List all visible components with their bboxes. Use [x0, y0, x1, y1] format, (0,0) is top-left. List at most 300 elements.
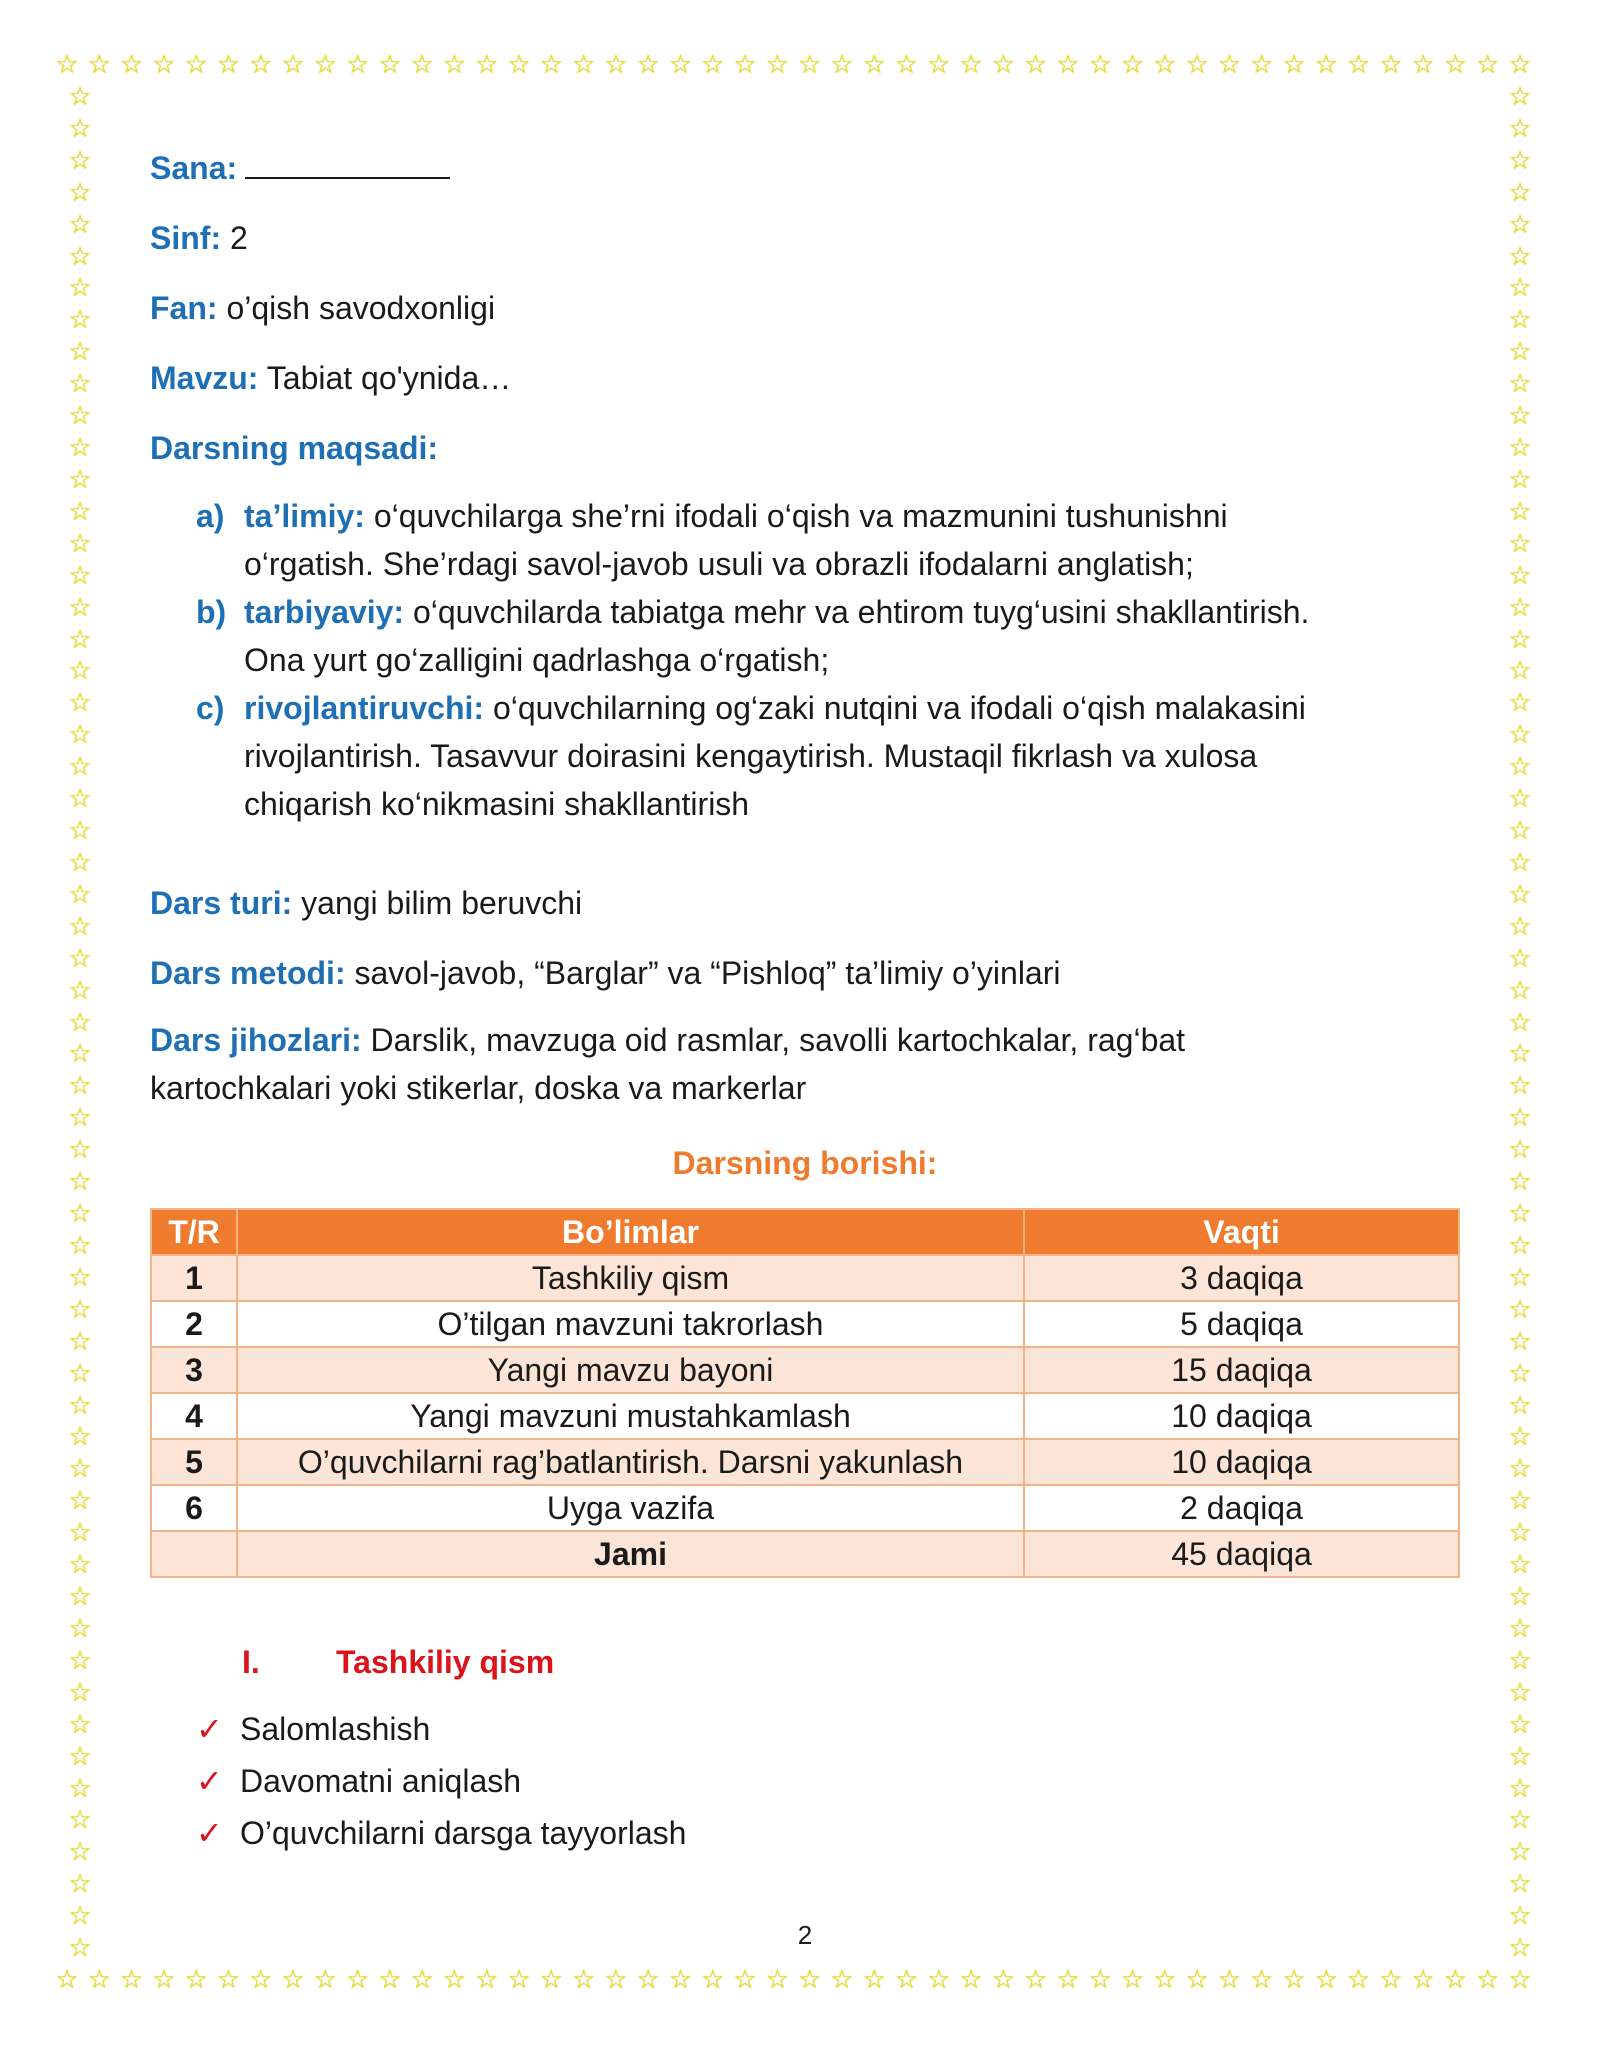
star-icon: ☆	[1476, 1965, 1500, 1995]
star-icon: ☆	[1508, 1486, 1532, 1517]
row-time: 5 daqiqa	[1024, 1301, 1459, 1347]
star-icon: ☆	[701, 50, 725, 80]
column-header-time: Vaqti	[1024, 1209, 1459, 1255]
star-icon: ☆	[539, 50, 563, 80]
star-icon: ☆	[68, 433, 92, 463]
lesson-plan-table	[150, 1208, 1460, 1578]
star-icon: ☆	[87, 50, 111, 80]
objective-text	[244, 492, 1456, 588]
star-icon: ☆	[1508, 464, 1532, 495]
star-icon: ☆	[68, 1358, 92, 1389]
star-icon: ☆	[68, 1550, 92, 1581]
lesson-equipment-value: Darslik, mavzuga oid rasmlar, savolli kartochkalar, rag‘bat	[361, 1022, 1186, 1058]
star-icon: ☆	[959, 1965, 983, 1995]
date-blank-line	[245, 151, 450, 179]
objectives-title-text: Darsning maqsadi:	[150, 430, 439, 466]
star-icon: ☆	[378, 50, 402, 80]
star-icon: ☆	[184, 50, 208, 80]
star-icon: ☆	[68, 1199, 92, 1229]
total-time: 45 daqiqa	[1024, 1531, 1459, 1577]
star-icon: ☆	[1411, 1965, 1435, 1995]
total-label: Jami	[237, 1531, 1024, 1577]
objective-line: o‘quvchilarga she’rni ifodali o‘qish va mazmunini tushunishni	[364, 498, 1228, 534]
star-icon: ☆	[442, 1965, 467, 1995]
checklist-text: O’quvchilarni darsga tayyorlash	[240, 1815, 687, 1851]
star-icon: ☆	[733, 1965, 757, 1995]
star-icon: ☆	[216, 1965, 241, 1995]
objective-text	[244, 684, 1456, 828]
objective-marker: a)	[196, 498, 225, 534]
star-icon: ☆	[894, 1965, 919, 1995]
star-icon: ☆	[68, 656, 92, 687]
lesson-method-value: savol-javob, “Barglar” va “Pishloq” ta’limiy o’yinlari	[345, 955, 1061, 991]
star-icon: ☆	[68, 528, 92, 559]
star-icon: ☆	[1508, 879, 1532, 910]
star-icon: ☆	[1508, 1933, 1532, 1964]
star-icon: ☆	[668, 50, 693, 80]
subject-field	[150, 290, 495, 327]
star-icon: ☆	[68, 911, 92, 942]
star-icon: ☆	[1250, 1965, 1274, 1995]
star-icon: ☆	[68, 592, 92, 623]
topic-label: Mavzu:	[150, 360, 259, 396]
row-number: 4	[151, 1393, 237, 1439]
star-icon: ☆	[68, 113, 92, 144]
star-icon: ☆	[68, 1103, 92, 1134]
star-icon: ☆	[1282, 50, 1306, 80]
row-number: 2	[151, 1301, 237, 1347]
star-icon: ☆	[68, 1837, 92, 1868]
star-icon: ☆	[68, 1422, 92, 1453]
star-icon: ☆	[1508, 1645, 1532, 1676]
checkmark-icon: ✓	[196, 1710, 223, 1748]
star-icon: ☆	[55, 50, 79, 80]
objective-text	[244, 588, 1456, 684]
star-icon: ☆	[668, 1965, 693, 1995]
checklist-text: Davomatni aniqlash	[240, 1763, 522, 1799]
star-icon: ☆	[68, 1741, 92, 1772]
row-time: 15 daqiqa	[1024, 1347, 1459, 1393]
star-icon: ☆	[927, 1965, 951, 1995]
star-icon: ☆	[1508, 1901, 1532, 1932]
star-icon: ☆	[68, 145, 92, 176]
star-icon: ☆	[68, 943, 92, 974]
total-empty-cell	[151, 1531, 237, 1577]
star-icon: ☆	[68, 1773, 92, 1804]
star-icon: ☆	[1379, 1965, 1403, 1995]
star-icon: ☆	[1443, 1965, 1468, 1995]
star-icon: ☆	[1508, 1230, 1532, 1261]
lesson-method-label: Dars metodi:	[150, 955, 346, 991]
star-icon: ☆	[68, 752, 92, 783]
section-title: Tashkiliy qism	[336, 1644, 555, 1680]
star-icon: ☆	[1508, 1709, 1532, 1740]
star-icon: ☆	[152, 50, 176, 80]
star-icon: ☆	[1508, 1677, 1532, 1708]
row-number: 5	[151, 1439, 237, 1485]
star-icon: ☆	[68, 209, 92, 240]
star-icon: ☆	[68, 1869, 92, 1900]
star-icon: ☆	[1088, 1965, 1112, 1995]
star-icon: ☆	[797, 1965, 822, 1995]
row-section: Tashkiliy qism	[237, 1255, 1024, 1301]
star-icon: ☆	[68, 1135, 92, 1166]
star-icon: ☆	[87, 1965, 111, 1995]
star-icon: ☆	[1508, 816, 1532, 846]
objective-label: rivojlantiruvchi:	[244, 690, 485, 726]
star-icon: ☆	[1508, 1837, 1532, 1868]
star-icon: ☆	[1508, 241, 1532, 272]
table-row	[151, 1485, 1459, 1531]
star-icon: ☆	[68, 1007, 92, 1038]
star-icon: ☆	[604, 50, 628, 80]
star-icon: ☆	[1508, 1167, 1532, 1198]
star-icon: ☆	[68, 305, 92, 336]
star-icon: ☆	[68, 1582, 92, 1612]
lesson-equipment-value-cont: kartochkalari yoki stikerlar, doska va markerlar	[150, 1070, 807, 1106]
checklist-item	[196, 1814, 686, 1852]
star-icon: ☆	[1088, 50, 1112, 80]
row-time: 10 daqiqa	[1024, 1439, 1459, 1485]
star-icon: ☆	[1508, 1358, 1532, 1389]
star-icon: ☆	[1120, 50, 1145, 80]
star-icon: ☆	[1024, 1965, 1048, 1995]
plan-title: Darsning borishi:	[672, 1145, 938, 1181]
star-icon: ☆	[1217, 50, 1242, 80]
star-icon: ☆	[1508, 145, 1532, 176]
objective-item-a	[196, 492, 1456, 588]
star-icon: ☆	[68, 337, 92, 368]
star-icon: ☆	[410, 50, 434, 80]
star-icon: ☆	[68, 1709, 92, 1740]
row-section: O’quvchilarni rag’batlantirish. Darsni yakunlash	[237, 1439, 1024, 1485]
star-icon: ☆	[152, 1965, 176, 1995]
objective-marker: b)	[196, 594, 227, 630]
star-icon: ☆	[68, 1933, 92, 1964]
star-icon: ☆	[1056, 1965, 1080, 1995]
star-icon: ☆	[1282, 1965, 1306, 1995]
star-icon: ☆	[1379, 50, 1403, 80]
objective-line: Ona yurt go‘zalligini qadrlashga o‘rgatish;	[244, 642, 830, 678]
star-icon: ☆	[1508, 1454, 1532, 1485]
star-icon: ☆	[68, 1518, 92, 1549]
star-icon: ☆	[1508, 113, 1532, 144]
star-icon: ☆	[1508, 496, 1532, 527]
star-icon: ☆	[1508, 401, 1532, 432]
star-icon: ☆	[1185, 1965, 1209, 1995]
star-icon: ☆	[1508, 50, 1532, 80]
star-icon: ☆	[68, 784, 92, 815]
star-icon: ☆	[1508, 209, 1532, 240]
star-icon: ☆	[1508, 1773, 1532, 1804]
lesson-equipment-field	[150, 1016, 1450, 1112]
star-icon: ☆	[1508, 752, 1532, 783]
star-icon: ☆	[1443, 50, 1468, 80]
star-icon: ☆	[249, 50, 273, 80]
star-icon: ☆	[410, 1965, 434, 1995]
star-icon: ☆	[765, 1965, 789, 1995]
topic-value: Tabiat qo'ynida…	[258, 360, 512, 396]
objective-line: rivojlantirish. Tasavvur doirasini kengaytirish. Mustaqil fikrlash va xulosa	[244, 738, 1258, 774]
star-icon: ☆	[797, 50, 822, 80]
star-icon: ☆	[1508, 911, 1532, 942]
star-icon: ☆	[1508, 847, 1532, 878]
row-section: Yangi mavzu bayoni	[237, 1347, 1024, 1393]
date-label: Sana:	[150, 150, 238, 186]
objective-item-c	[196, 684, 1456, 828]
star-icon: ☆	[68, 1613, 92, 1644]
star-icon: ☆	[68, 273, 92, 304]
star-icon: ☆	[68, 1326, 92, 1357]
star-icon: ☆	[1508, 1071, 1532, 1102]
subject-value: o’qish savodxonligi	[217, 290, 496, 326]
star-icon: ☆	[1508, 1613, 1532, 1644]
star-icon: ☆	[68, 1901, 92, 1932]
star-icon: ☆	[68, 401, 92, 432]
star-icon: ☆	[475, 50, 499, 80]
table-row	[151, 1255, 1459, 1301]
section-heading	[242, 1644, 554, 1681]
checkmark-icon: ✓	[196, 1814, 223, 1852]
star-icon: ☆	[539, 1965, 563, 1995]
star-icon: ☆	[1508, 1199, 1532, 1229]
table-total-row	[151, 1531, 1459, 1577]
star-icon: ☆	[442, 50, 467, 80]
star-icon: ☆	[1508, 337, 1532, 368]
star-icon: ☆	[68, 1486, 92, 1517]
star-icon: ☆	[1508, 1326, 1532, 1357]
star-icon: ☆	[55, 1965, 79, 1995]
star-icon: ☆	[68, 624, 92, 655]
objective-label: tarbiyaviy:	[244, 594, 405, 630]
star-icon: ☆	[68, 464, 92, 495]
objective-item-b	[196, 588, 1456, 684]
lesson-type-label: Dars turi:	[150, 885, 293, 921]
star-icon: ☆	[1508, 975, 1532, 1006]
star-icon: ☆	[959, 50, 983, 80]
star-icon: ☆	[68, 1805, 92, 1836]
star-icon: ☆	[1508, 1039, 1532, 1070]
star-icon: ☆	[1508, 560, 1532, 591]
star-icon: ☆	[281, 1965, 305, 1995]
star-icon: ☆	[475, 1965, 499, 1995]
star-icon: ☆	[68, 816, 92, 846]
star-icon: ☆	[313, 50, 337, 80]
star-icon: ☆	[1476, 50, 1500, 80]
star-icon: ☆	[1153, 1965, 1177, 1995]
star-icon: ☆	[68, 1677, 92, 1708]
objective-label: ta’limiy:	[244, 498, 365, 534]
star-icon: ☆	[1250, 50, 1274, 80]
star-icon: ☆	[68, 688, 92, 719]
star-icon: ☆	[1508, 656, 1532, 687]
star-icon: ☆	[1508, 528, 1532, 559]
star-icon: ☆	[1508, 624, 1532, 655]
star-icon: ☆	[894, 50, 919, 80]
star-icon: ☆	[1508, 1582, 1532, 1612]
star-icon: ☆	[571, 1965, 596, 1995]
star-icon: ☆	[1508, 1294, 1532, 1325]
star-icon: ☆	[927, 50, 951, 80]
star-icon: ☆	[1508, 1135, 1532, 1166]
lesson-method-field	[150, 955, 1060, 992]
star-icon: ☆	[313, 1965, 337, 1995]
checkmark-icon: ✓	[196, 1762, 223, 1800]
row-time: 2 daqiqa	[1024, 1485, 1459, 1531]
checklist-item	[196, 1710, 430, 1748]
star-icon: ☆	[68, 847, 92, 878]
lesson-type-value: yangi bilim beruvchi	[292, 885, 583, 921]
star-icon: ☆	[68, 1294, 92, 1325]
star-icon: ☆	[184, 1965, 208, 1995]
star-icon: ☆	[991, 1965, 1016, 1995]
star-icon: ☆	[68, 1167, 92, 1198]
objective-marker: c)	[196, 690, 225, 726]
star-icon: ☆	[1508, 688, 1532, 719]
star-icon: ☆	[68, 560, 92, 591]
column-header-tr: T/R	[151, 1209, 237, 1255]
grade-field	[150, 220, 248, 257]
star-icon: ☆	[862, 1965, 886, 1995]
star-icon: ☆	[1024, 50, 1048, 80]
star-icon: ☆	[68, 975, 92, 1006]
star-icon: ☆	[1508, 177, 1532, 208]
star-icon: ☆	[1346, 1965, 1371, 1995]
star-icon: ☆	[1346, 50, 1371, 80]
checklist-item	[196, 1762, 521, 1800]
row-section: O’tilgan mavzuni takrorlash	[237, 1301, 1024, 1347]
row-number: 6	[151, 1485, 237, 1531]
checklist-text: Salomlashish	[240, 1711, 431, 1747]
star-icon: ☆	[1508, 1422, 1532, 1453]
grade-value: 2	[221, 220, 248, 256]
row-section: Uyga vazifa	[237, 1485, 1024, 1531]
star-icon: ☆	[636, 1965, 660, 1995]
star-icon: ☆	[345, 1965, 370, 1995]
star-icon: ☆	[68, 1390, 92, 1421]
star-icon: ☆	[1508, 1518, 1532, 1549]
table-row	[151, 1439, 1459, 1485]
table-row	[151, 1301, 1459, 1347]
star-icon: ☆	[1185, 50, 1209, 80]
star-icon: ☆	[1508, 1741, 1532, 1772]
section-roman-numeral: I.	[242, 1644, 260, 1680]
star-icon: ☆	[1314, 50, 1338, 80]
row-number: 1	[151, 1255, 237, 1301]
star-icon: ☆	[1508, 943, 1532, 974]
star-icon: ☆	[1153, 50, 1177, 80]
star-icon: ☆	[1508, 369, 1532, 400]
objectives-title	[150, 430, 438, 467]
star-icon: ☆	[68, 1262, 92, 1293]
star-icon: ☆	[507, 50, 531, 80]
star-icon: ☆	[1508, 1965, 1532, 1995]
star-icon: ☆	[1217, 1965, 1242, 1995]
star-icon: ☆	[68, 177, 92, 208]
star-icon: ☆	[281, 50, 305, 80]
table-row	[151, 1347, 1459, 1393]
column-header-sections: Bo’limlar	[237, 1209, 1024, 1255]
star-icon: ☆	[216, 50, 241, 80]
star-icon: ☆	[119, 1965, 144, 1995]
row-time: 3 daqiqa	[1024, 1255, 1459, 1301]
star-icon: ☆	[1508, 720, 1532, 751]
star-icon: ☆	[636, 50, 660, 80]
star-icon: ☆	[604, 1965, 628, 1995]
star-icon: ☆	[830, 50, 854, 80]
row-section: Yangi mavzuni mustahkamlash	[237, 1393, 1024, 1439]
star-icon: ☆	[68, 1039, 92, 1070]
star-icon: ☆	[68, 1071, 92, 1102]
star-icon: ☆	[68, 369, 92, 400]
star-icon: ☆	[249, 1965, 273, 1995]
star-icon: ☆	[571, 50, 596, 80]
star-icon: ☆	[378, 1965, 402, 1995]
star-icon: ☆	[345, 50, 370, 80]
table-row	[151, 1393, 1459, 1439]
topic-field	[150, 360, 511, 397]
star-icon: ☆	[1508, 273, 1532, 304]
objective-line: o‘quvchilarda tabiatga mehr va ehtirom tuyg‘usini shakllantirish.	[404, 594, 1310, 630]
star-icon: ☆	[1120, 1965, 1145, 1995]
row-number: 3	[151, 1347, 237, 1393]
grade-label: Sinf:	[150, 220, 222, 256]
star-icon: ☆	[68, 1230, 92, 1261]
lesson-equipment-label: Dars jihozlari:	[150, 1022, 362, 1058]
table-header-row	[151, 1209, 1459, 1255]
star-icon: ☆	[991, 50, 1016, 80]
star-icon: ☆	[1508, 433, 1532, 463]
star-icon: ☆	[1508, 1007, 1532, 1038]
star-icon: ☆	[1508, 1805, 1532, 1836]
star-icon: ☆	[507, 1965, 531, 1995]
star-icon: ☆	[1508, 1869, 1532, 1900]
star-icon: ☆	[68, 496, 92, 527]
star-icon: ☆	[830, 1965, 854, 1995]
lesson-type-field	[150, 885, 582, 922]
objective-line: o‘quvchilarning og‘zaki nutqini va ifodali o‘qish malakasini	[484, 690, 1306, 726]
star-icon: ☆	[68, 81, 92, 112]
star-icon: ☆	[68, 879, 92, 910]
star-icon: ☆	[1508, 1103, 1532, 1134]
page-number: 2	[797, 1920, 813, 1950]
star-icon: ☆	[765, 50, 789, 80]
objective-line: o‘rgatish. She’rdagi savol-javob usuli va obrazli ifodalarni anglatish;	[244, 546, 1194, 582]
objective-line: chiqarish ko‘nikmasini shakllantirish	[244, 786, 750, 822]
star-icon: ☆	[68, 241, 92, 272]
star-icon: ☆	[1508, 81, 1532, 112]
subject-label: Fan:	[150, 290, 218, 326]
star-icon: ☆	[68, 1454, 92, 1485]
star-icon: ☆	[1508, 305, 1532, 336]
star-icon: ☆	[1314, 1965, 1338, 1995]
star-icon: ☆	[68, 1645, 92, 1676]
date-field	[150, 150, 450, 187]
star-icon: ☆	[862, 50, 886, 80]
star-icon: ☆	[1508, 1390, 1532, 1421]
star-icon: ☆	[1508, 592, 1532, 623]
star-icon: ☆	[1508, 1262, 1532, 1293]
star-icon: ☆	[119, 50, 144, 80]
star-icon: ☆	[701, 1965, 725, 1995]
star-icon: ☆	[1508, 784, 1532, 815]
star-icon: ☆	[733, 50, 757, 80]
star-icon: ☆	[1056, 50, 1080, 80]
star-icon: ☆	[1508, 1550, 1532, 1581]
row-time: 10 daqiqa	[1024, 1393, 1459, 1439]
star-icon: ☆	[68, 720, 92, 751]
star-icon: ☆	[1411, 50, 1435, 80]
